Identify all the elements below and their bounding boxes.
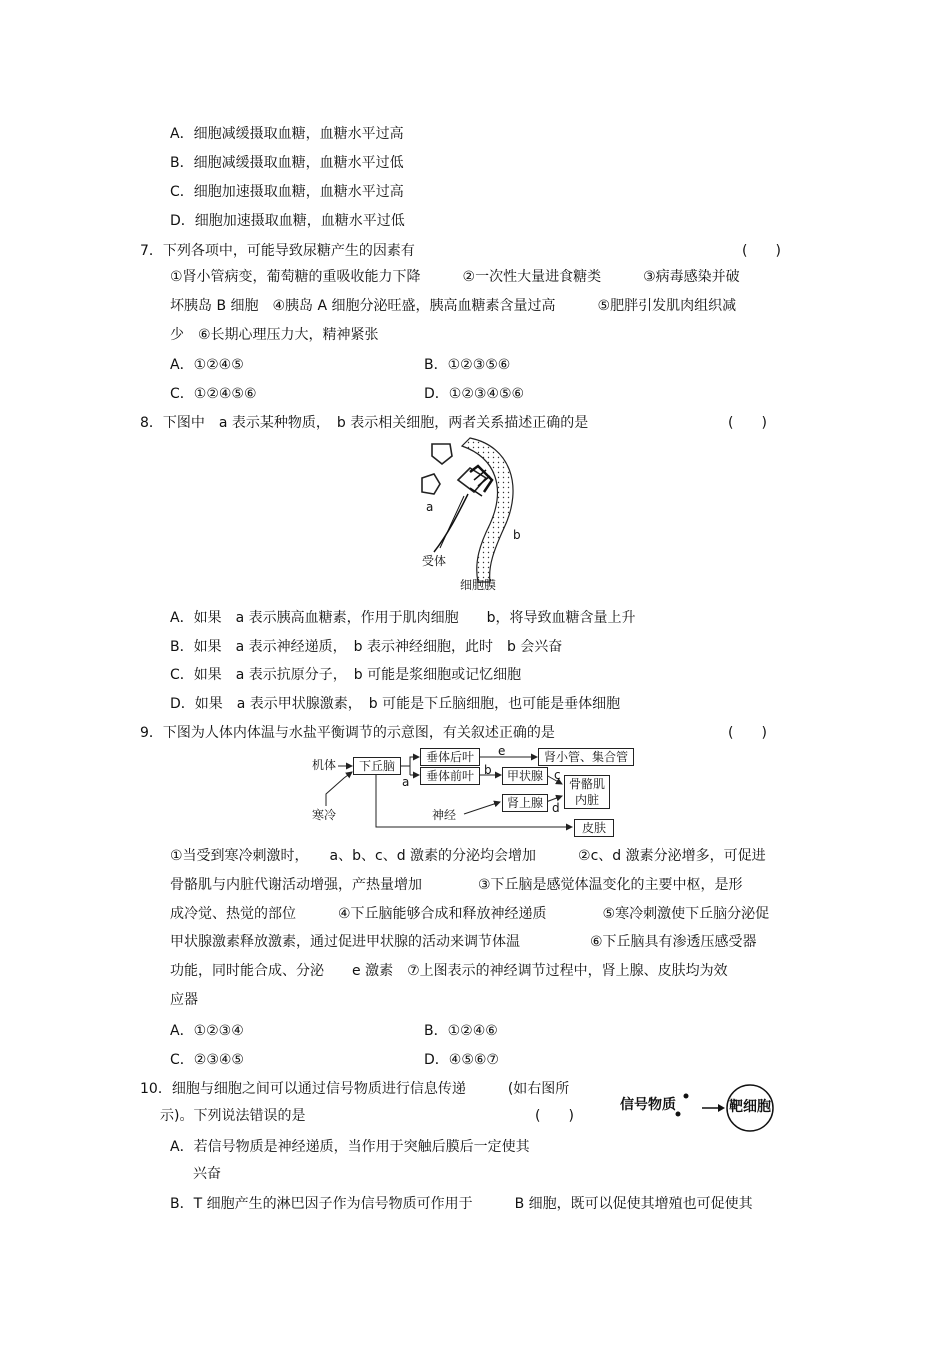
q9-line-5: 功能，同时能合成、分泌 e 激素 ⑦上图表示的神经调节过程中，肾上腺、皮肤均为效 bbox=[170, 963, 728, 979]
q9-line-2: 骨骼肌与内脏代谢活动增强，产热量增加 ③下丘脑是感觉体温变化的主要中枢，是形 bbox=[170, 877, 743, 893]
q7-option-d: D．①②③④⑤⑥ bbox=[424, 386, 525, 402]
box-muscle-organ: 骨骼肌 内脏 bbox=[564, 775, 610, 809]
label-a: a bbox=[402, 775, 410, 789]
q10-answer-paren: ( ) bbox=[535, 1108, 574, 1124]
q7-option-b: B．①②③⑤⑥ bbox=[424, 357, 511, 373]
q7-line-3: 少 ⑥长期心理压力大，精神紧张 bbox=[170, 327, 379, 343]
box-anterior-pituitary: 垂体前叶 bbox=[420, 767, 480, 785]
signal-target-figure bbox=[620, 1084, 776, 1136]
box-adrenal: 肾上腺 bbox=[502, 794, 548, 812]
figure-label-receptor: 受体 bbox=[422, 554, 447, 568]
q9-line-3: 成冷觉、热觉的部位 ④下丘脑能够合成和释放神经递质 ⑤寒冷刺激使下丘脑分泌促 bbox=[170, 906, 770, 922]
q9-option-b: B．①②④⑥ bbox=[424, 1023, 498, 1039]
signal-molecule-shape-1 bbox=[432, 444, 452, 464]
box-hypothalamus: 下丘脑 bbox=[353, 757, 401, 775]
box-thyroid: 甲状腺 bbox=[502, 767, 548, 785]
box-skin: 皮肤 bbox=[574, 819, 614, 837]
label-e: e bbox=[498, 744, 506, 758]
regulation-diagram bbox=[306, 744, 640, 840]
q10-stem-line-1: 10．细胞与细胞之间可以通过信号物质进行信息传递 (如右图所 bbox=[140, 1081, 570, 1097]
q6-option-a: A．细胞减缓摄取血糖，血糖水平过高 bbox=[170, 126, 404, 142]
label-cold: 寒冷 bbox=[312, 808, 337, 822]
label-body: 机体 bbox=[312, 758, 337, 772]
q8-option-c: C．如果 a 表示抗原分子， b 可能是浆细胞或记忆细胞 bbox=[170, 667, 522, 683]
q9-stem: 9．下图为人体内体温与水盐平衡调节的示意图，有关叙述正确的是 bbox=[140, 725, 555, 741]
receptor-membrane-drawing bbox=[412, 436, 542, 598]
q8-option-b: B．如果 a 表示神经递质， b 表示神经细胞，此时 b 会兴奋 bbox=[170, 639, 563, 655]
q8-option-d: D．如果 a 表示甲状腺激素， b 可能是下丘脑细胞，也可能是垂体细胞 bbox=[170, 696, 621, 712]
q7-option-a: A．①②④⑤ bbox=[170, 357, 244, 373]
figure-label-membrane: 细胞膜 bbox=[460, 578, 497, 592]
q6-option-b: B．细胞减缓摄取血糖，血糖水平过低 bbox=[170, 155, 404, 171]
label-b: b bbox=[484, 763, 492, 777]
box-posterior-pituitary: 垂体后叶 bbox=[420, 748, 480, 766]
signal-molecule-shape-2 bbox=[422, 474, 440, 494]
q10-option-b-line-1: B．T 细胞产生的淋巴因子作为信号物质可作用于 B 细胞，既可以促使其增殖也可促使其 bbox=[170, 1196, 753, 1212]
q7-line-2: 坏胰岛 B 细胞 ④胰岛 A 细胞分泌旺盛，胰高血糖素含量过高 ⑤肥胖引发肌肉组织减 bbox=[170, 298, 737, 314]
label-c: c bbox=[554, 768, 561, 782]
q6-option-c: C．细胞加速摄取血糖，血糖水平过高 bbox=[170, 184, 404, 200]
q6-option-d: D．细胞加速摄取血糖，血糖水平过低 bbox=[170, 213, 405, 229]
q7-stem: 7．下列各项中，可能导致尿糖产生的因素有 bbox=[140, 243, 415, 259]
q10-option-a-line-1: A．若信号物质是神经递质，当作用于突触后膜后一定使其 bbox=[170, 1139, 530, 1155]
q9-line-6: 应器 bbox=[170, 992, 198, 1008]
q7-option-c: C．①②④⑤⑥ bbox=[170, 386, 257, 402]
q10-stem-line-2: 示)。下列说法错误的是 bbox=[160, 1108, 306, 1124]
receptor-figure bbox=[412, 436, 542, 598]
box-kidney-tubule: 肾小管、集合管 bbox=[538, 748, 634, 766]
label-d: d bbox=[552, 801, 560, 815]
label-nerve: 神经 bbox=[432, 808, 457, 822]
figure-label-a: a bbox=[426, 500, 434, 514]
q10-option-a-line-2: 兴奋 bbox=[193, 1166, 221, 1182]
q9-option-a: A．①②③④ bbox=[170, 1023, 244, 1039]
figure-label-b: b bbox=[513, 528, 521, 542]
q9-answer-paren: ( ) bbox=[728, 725, 767, 741]
label-signal-substance: 信号物质 bbox=[620, 1097, 676, 1113]
signal-dot-1 bbox=[684, 1094, 689, 1099]
q9-option-d: D．④⑤⑥⑦ bbox=[424, 1052, 499, 1068]
q7-answer-paren: ( ) bbox=[742, 243, 781, 259]
q8-stem: 8．下图中 a 表示某种物质， b 表示相关细胞，两者关系描述正确的是 bbox=[140, 415, 589, 431]
q8-option-a: A．如果 a 表示胰高血糖素，作用于肌肉细胞 b，将导致血糖含量上升 bbox=[170, 610, 636, 626]
signal-dot-2 bbox=[676, 1112, 681, 1117]
q9-line-4: 甲状腺激素释放激素，通过促进甲状腺的活动来调节体温 ⑥下丘脑具有渗透压感受器 bbox=[170, 934, 757, 950]
q9-option-c: C．②③④⑤ bbox=[170, 1052, 244, 1068]
q9-line-1: ①当受到寒冷刺激时， a、b、c、d 激素的分泌均会增加 ②c、d 激素分泌增多，可促进 bbox=[170, 848, 766, 864]
q8-answer-paren: ( ) bbox=[728, 415, 767, 431]
label-target-cell: 靶细胞 bbox=[729, 1099, 771, 1115]
q7-line-1: ①肾小管病变，葡萄糖的重吸收能力下降 ②一次性大量进食糖类 ③病毒感染并破 bbox=[170, 269, 740, 285]
